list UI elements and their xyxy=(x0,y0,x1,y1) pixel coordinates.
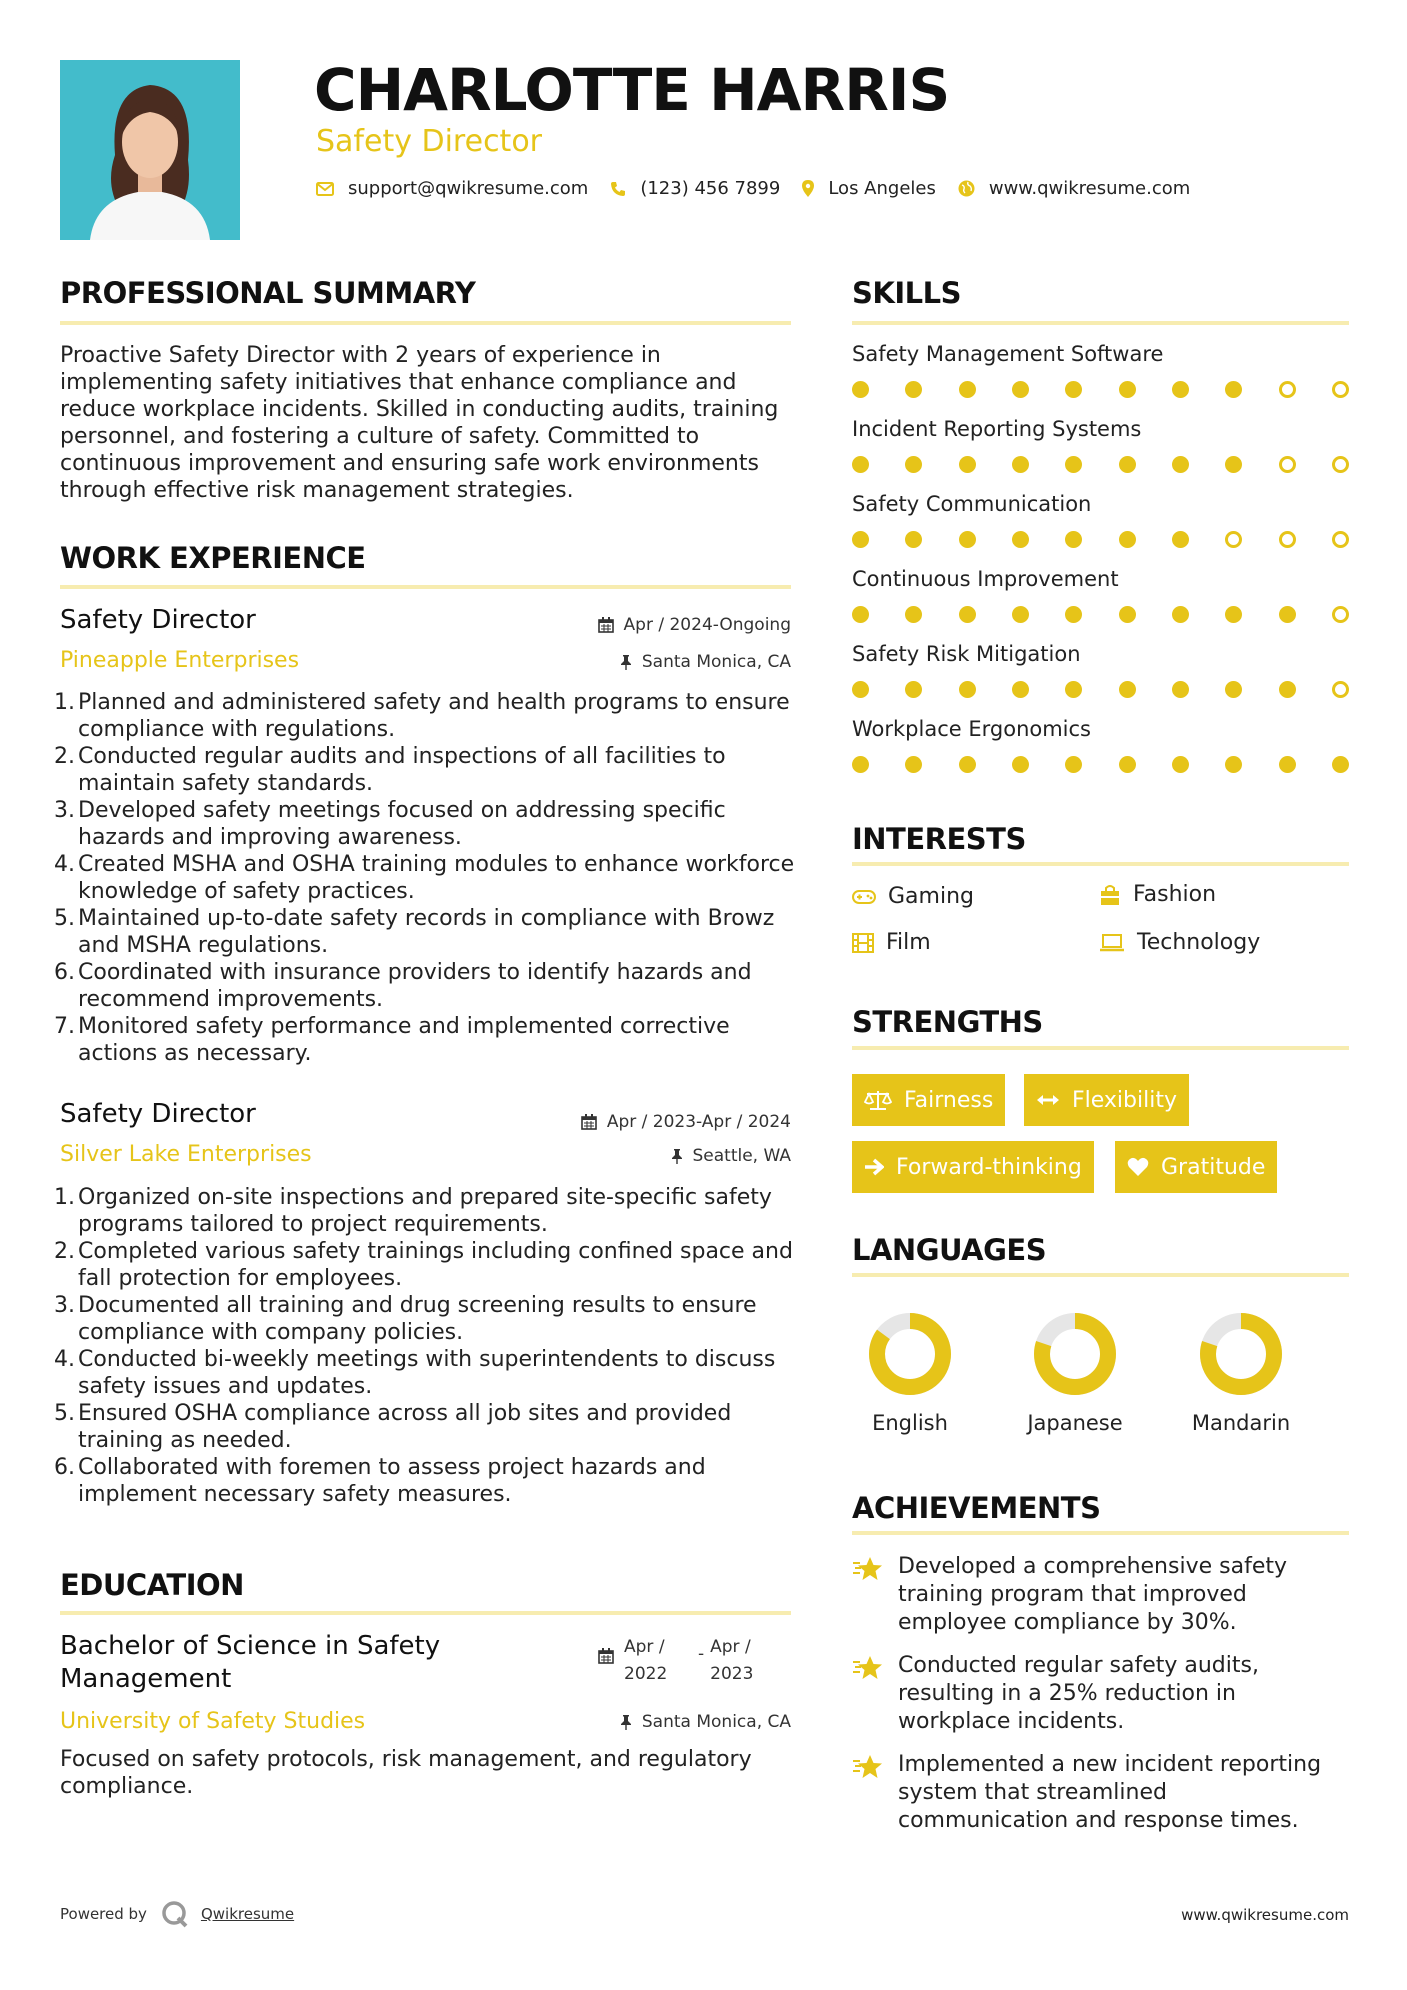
rating-dot-filled xyxy=(1172,756,1189,773)
rating-dot-empty xyxy=(1279,381,1296,398)
strength-label: Gratitude xyxy=(1161,1154,1266,1180)
strength-flexibility xyxy=(1024,1074,1189,1126)
language-proficiency-donut xyxy=(1196,1309,1286,1399)
list-item: 7. Monitored safety performance and implemented corrective actions as necessary. xyxy=(54,1014,730,1066)
job-dates xyxy=(598,615,791,635)
rating-dot-empty xyxy=(1332,456,1349,473)
rating-dot-filled xyxy=(1172,456,1189,473)
rating-dot-filled xyxy=(905,681,922,698)
rating-dot-empty xyxy=(1279,531,1296,548)
list-item: 3. Documented all training and drug screening results to ensure compliance with company policies. xyxy=(54,1293,757,1345)
rating-dot-filled xyxy=(1172,606,1189,623)
summary-heading: PROFESSIONAL SUMMARY xyxy=(60,276,476,310)
education-start: Apr / 2022 xyxy=(624,1637,668,1684)
rating-dot-filled xyxy=(959,456,976,473)
skill-name: Safety Risk Mitigation xyxy=(852,642,1081,666)
language-item xyxy=(845,1309,975,1435)
list-item: 4. Conducted bi-weekly meetings with superintendents to discuss safety issues and updates. xyxy=(54,1347,776,1399)
qwikresume-link[interactable]: Qwikresume xyxy=(200,1905,295,1923)
rating-dot-filled xyxy=(959,681,976,698)
rating-dot-filled xyxy=(852,456,869,473)
list-item: 5. Maintained up-to-date safety records in compliance with Browz and MSHA regulations. xyxy=(54,906,775,958)
strength-gratitude xyxy=(1115,1141,1277,1193)
star-badge-icon xyxy=(852,1555,884,1583)
rating-dot-filled xyxy=(1065,756,1082,773)
job-title: Safety Director xyxy=(60,605,256,635)
job-title: Safety Director xyxy=(60,1099,256,1129)
language-name: English xyxy=(872,1411,948,1435)
rating-dot-filled xyxy=(1012,381,1029,398)
rating-dot-filled xyxy=(1119,681,1136,698)
scale-icon xyxy=(864,1089,892,1111)
calendar-icon xyxy=(598,1648,614,1664)
achievement-text: Implemented a new incident reporting system that streamlined communication and response times. xyxy=(898,1752,1322,1833)
languages-heading: LANGUAGES xyxy=(852,1233,1047,1267)
list-item: 2. Completed various safety trainings including confined space and fall protection for employees. xyxy=(54,1239,793,1291)
interest-label: Fashion xyxy=(1133,882,1217,907)
strengths-heading: STRENGTHS xyxy=(852,1005,1043,1039)
rating-dot-filled xyxy=(1119,606,1136,623)
rating-dot-empty xyxy=(1332,681,1349,698)
strength-label: Flexibility xyxy=(1072,1087,1177,1113)
candidate-name: CHARLOTTE HARRIS xyxy=(314,56,950,124)
arrows-horizontal-icon xyxy=(1036,1093,1060,1107)
rating-dot-filled xyxy=(1172,381,1189,398)
school-name: University of Safety Studies xyxy=(60,1709,366,1734)
job-location-text: Seattle, WA xyxy=(692,1146,791,1166)
rating-dot-filled xyxy=(1279,681,1296,698)
rating-dot-empty xyxy=(1225,531,1242,548)
achievements-divider xyxy=(852,1531,1349,1535)
rating-dot-empty xyxy=(1332,381,1349,398)
summary-divider xyxy=(60,321,791,325)
skill-name: Continuous Improvement xyxy=(852,567,1119,591)
pushpin-icon xyxy=(671,1148,683,1164)
education-dates xyxy=(598,1634,768,1688)
arrow-right-icon xyxy=(864,1158,884,1176)
strength-label: Forward-thinking xyxy=(896,1154,1082,1180)
rating-dot-filled xyxy=(1119,381,1136,398)
rating-dot-filled xyxy=(1119,456,1136,473)
interests-divider xyxy=(852,862,1349,866)
rating-dot-empty xyxy=(1332,606,1349,623)
interest-gaming xyxy=(852,884,974,909)
skill-rating xyxy=(852,456,1349,473)
rating-dot-filled xyxy=(1012,756,1029,773)
skills-heading: SKILLS xyxy=(852,276,961,310)
contact-website[interactable] xyxy=(958,178,1190,199)
achievement-text: Conducted regular safety audits, resulting in a 25% reduction in workplace incidents. xyxy=(898,1653,1259,1734)
list-item: 5. Ensured OSHA compliance across all job sites and provided training as needed. xyxy=(54,1401,732,1453)
skill-rating xyxy=(852,381,1349,398)
map-pin-icon xyxy=(802,180,814,197)
education-description: Focused on safety protocols, risk management, and regulatory compliance. xyxy=(60,1747,752,1799)
rating-dot-filled xyxy=(1012,456,1029,473)
rating-dot-filled xyxy=(1279,756,1296,773)
skill-rating xyxy=(852,606,1349,623)
list-item: 6. Collaborated with foremen to assess project hazards and implement necessary safety measures. xyxy=(54,1455,706,1507)
film-icon xyxy=(852,933,874,953)
laptop-icon xyxy=(1099,934,1125,952)
list-item: 2. Conducted regular audits and inspections of all facilities to maintain safety standards. xyxy=(54,744,726,796)
rating-dot-filled xyxy=(852,606,869,623)
summary-text: Proactive Safety Director with 2 years of experience in implementing safety initiatives that enhance compliance and reduce workplace incidents. Skilled in conducting audits, training personnel, and fostering a culture of safety. Committed to continuous improvement and ensuring safe work environments through effective risk management strategies. xyxy=(60,343,779,503)
rating-dot-filled xyxy=(1119,756,1136,773)
skill-rating xyxy=(852,681,1349,698)
job-dates-text: Apr / 2023-Apr / 2024 xyxy=(606,1112,791,1132)
strength-fairness xyxy=(852,1074,1005,1126)
company-name: Pineapple Enterprises xyxy=(60,648,300,673)
achievement-text: Developed a comprehensive safety training program that improved employee compliance by 30%. xyxy=(898,1554,1287,1635)
rating-dot-filled xyxy=(1065,456,1082,473)
rating-dot-filled xyxy=(1172,681,1189,698)
list-item: 6. Coordinated with insurance providers to identify hazards and recommend improvements. xyxy=(54,960,752,1012)
rating-dot-filled xyxy=(852,381,869,398)
degree-title: Bachelor of Science in Safety Management xyxy=(60,1631,441,1694)
rating-dot-filled xyxy=(1065,531,1082,548)
achievement-item xyxy=(852,1652,1332,1736)
candidate-title: Safety Director xyxy=(316,124,543,159)
skill-rating xyxy=(852,531,1349,548)
strength-forward-thinking xyxy=(852,1141,1094,1193)
calendar-icon xyxy=(598,617,614,633)
rating-dot-filled xyxy=(1225,681,1242,698)
rating-dot-empty xyxy=(1279,456,1296,473)
rating-dot-filled xyxy=(905,381,922,398)
job-bullets xyxy=(54,1184,795,1508)
rating-dot-filled xyxy=(905,456,922,473)
contact-email[interactable] xyxy=(316,178,588,199)
rating-dot-filled xyxy=(852,681,869,698)
footer-powered-by xyxy=(60,1900,294,1928)
language-item xyxy=(1176,1309,1306,1435)
rating-dot-filled xyxy=(1225,381,1242,398)
rating-dot-empty xyxy=(1332,531,1349,548)
rating-dot-filled xyxy=(1012,606,1029,623)
language-proficiency-donut xyxy=(865,1309,955,1399)
rating-dot-filled xyxy=(1065,606,1082,623)
language-item xyxy=(1010,1309,1140,1435)
rating-dot-filled xyxy=(1279,606,1296,623)
location-text: Los Angeles xyxy=(828,178,936,199)
achievement-item xyxy=(852,1751,1332,1835)
strength-label: Fairness xyxy=(904,1087,994,1113)
rating-dot-filled xyxy=(1225,756,1242,773)
list-item: 1. Organized on-site inspections and prepared site-specific safety programs tailored to project requirements. xyxy=(54,1185,772,1237)
phone-text: (123) 456 7899 xyxy=(640,178,781,199)
star-badge-icon xyxy=(852,1654,884,1682)
rating-dot-filled xyxy=(1332,756,1349,773)
rating-dot-filled xyxy=(1172,531,1189,548)
strengths-divider xyxy=(852,1046,1349,1050)
skill-name: Safety Management Software xyxy=(852,342,1164,366)
rating-dot-filled xyxy=(905,531,922,548)
languages-divider xyxy=(852,1273,1349,1277)
education-divider xyxy=(60,1611,791,1615)
pushpin-icon xyxy=(620,1714,632,1730)
star-badge-icon xyxy=(852,1753,884,1781)
rating-dot-filled xyxy=(959,756,976,773)
rating-dot-filled xyxy=(959,606,976,623)
list-item: 3. Developed safety meetings focused on addressing specific hazards and improving awareness. xyxy=(54,798,726,850)
interest-technology xyxy=(1099,930,1260,955)
contact-phone[interactable] xyxy=(610,178,780,199)
skill-rating xyxy=(852,756,1349,773)
interest-fashion xyxy=(1099,882,1216,907)
qwikresume-logo-icon xyxy=(161,1900,189,1928)
list-item: 1. Planned and administered safety and health programs to ensure compliance with regulations. xyxy=(54,690,790,742)
list-item: 4. Created MSHA and OSHA training modules to enhance workforce knowledge of safety practices. xyxy=(54,852,795,904)
job-location xyxy=(620,652,791,672)
job-location-text: Santa Monica, CA xyxy=(641,652,791,672)
rating-dot-filled xyxy=(852,531,869,548)
rating-dot-filled xyxy=(905,606,922,623)
education-location xyxy=(620,1712,791,1732)
education-heading: EDUCATION xyxy=(60,1568,244,1602)
job-dates xyxy=(581,1112,791,1132)
rating-dot-filled xyxy=(959,381,976,398)
skills-divider xyxy=(852,321,1349,325)
language-proficiency-donut xyxy=(1030,1309,1120,1399)
experience-heading: WORK EXPERIENCE xyxy=(60,541,366,575)
pushpin-icon xyxy=(620,654,632,670)
skill-name: Incident Reporting Systems xyxy=(852,417,1142,441)
heart-icon xyxy=(1127,1157,1149,1177)
achievement-item xyxy=(852,1553,1332,1637)
rating-dot-filled xyxy=(1065,681,1082,698)
rating-dot-filled xyxy=(1119,531,1136,548)
achievements-heading: ACHIEVEMENTS xyxy=(852,1491,1101,1525)
envelope-icon xyxy=(316,182,334,196)
powered-by-text: Powered by xyxy=(60,1905,147,1923)
rating-dot-filled xyxy=(1012,531,1029,548)
education-end: Apr / 2023 xyxy=(710,1637,754,1684)
interests-heading: INTERESTS xyxy=(852,822,1026,856)
globe-icon xyxy=(958,180,975,197)
skill-name: Workplace Ergonomics xyxy=(852,717,1091,741)
language-name: Mandarin xyxy=(1191,1411,1291,1435)
profile-photo xyxy=(60,60,240,240)
skill-name: Safety Communication xyxy=(852,492,1092,516)
contact-location xyxy=(802,178,936,199)
gamepad-icon xyxy=(852,889,876,905)
job-location xyxy=(671,1146,792,1166)
website-text: www.qwikresume.com xyxy=(988,178,1191,199)
email-text: support@qwikresume.com xyxy=(348,178,589,199)
rating-dot-filled xyxy=(905,756,922,773)
rating-dot-filled xyxy=(1012,681,1029,698)
interest-label: Film xyxy=(886,930,931,955)
rating-dot-filled xyxy=(1065,381,1082,398)
contact-bar xyxy=(316,178,1212,199)
language-name: Japanese xyxy=(1027,1411,1123,1435)
footer-website[interactable]: www.qwikresume.com xyxy=(1181,1906,1349,1924)
job-dates-text: Apr / 2024-Ongoing xyxy=(623,615,791,635)
rating-dot-filled xyxy=(1225,456,1242,473)
experience-divider xyxy=(60,585,791,589)
bag-icon xyxy=(1099,884,1121,906)
rating-dot-filled xyxy=(1225,606,1242,623)
rating-dot-filled xyxy=(959,531,976,548)
education-location-text: Santa Monica, CA xyxy=(641,1712,791,1732)
rating-dot-filled xyxy=(852,756,869,773)
interest-label: Technology xyxy=(1137,930,1261,955)
phone-icon xyxy=(610,181,626,197)
interest-film xyxy=(852,930,931,955)
date-separator: - xyxy=(698,1644,705,1664)
company-name: Silver Lake Enterprises xyxy=(60,1142,312,1167)
job-bullets xyxy=(54,689,795,1067)
interest-label: Gaming xyxy=(888,884,974,909)
calendar-icon xyxy=(581,1114,597,1130)
